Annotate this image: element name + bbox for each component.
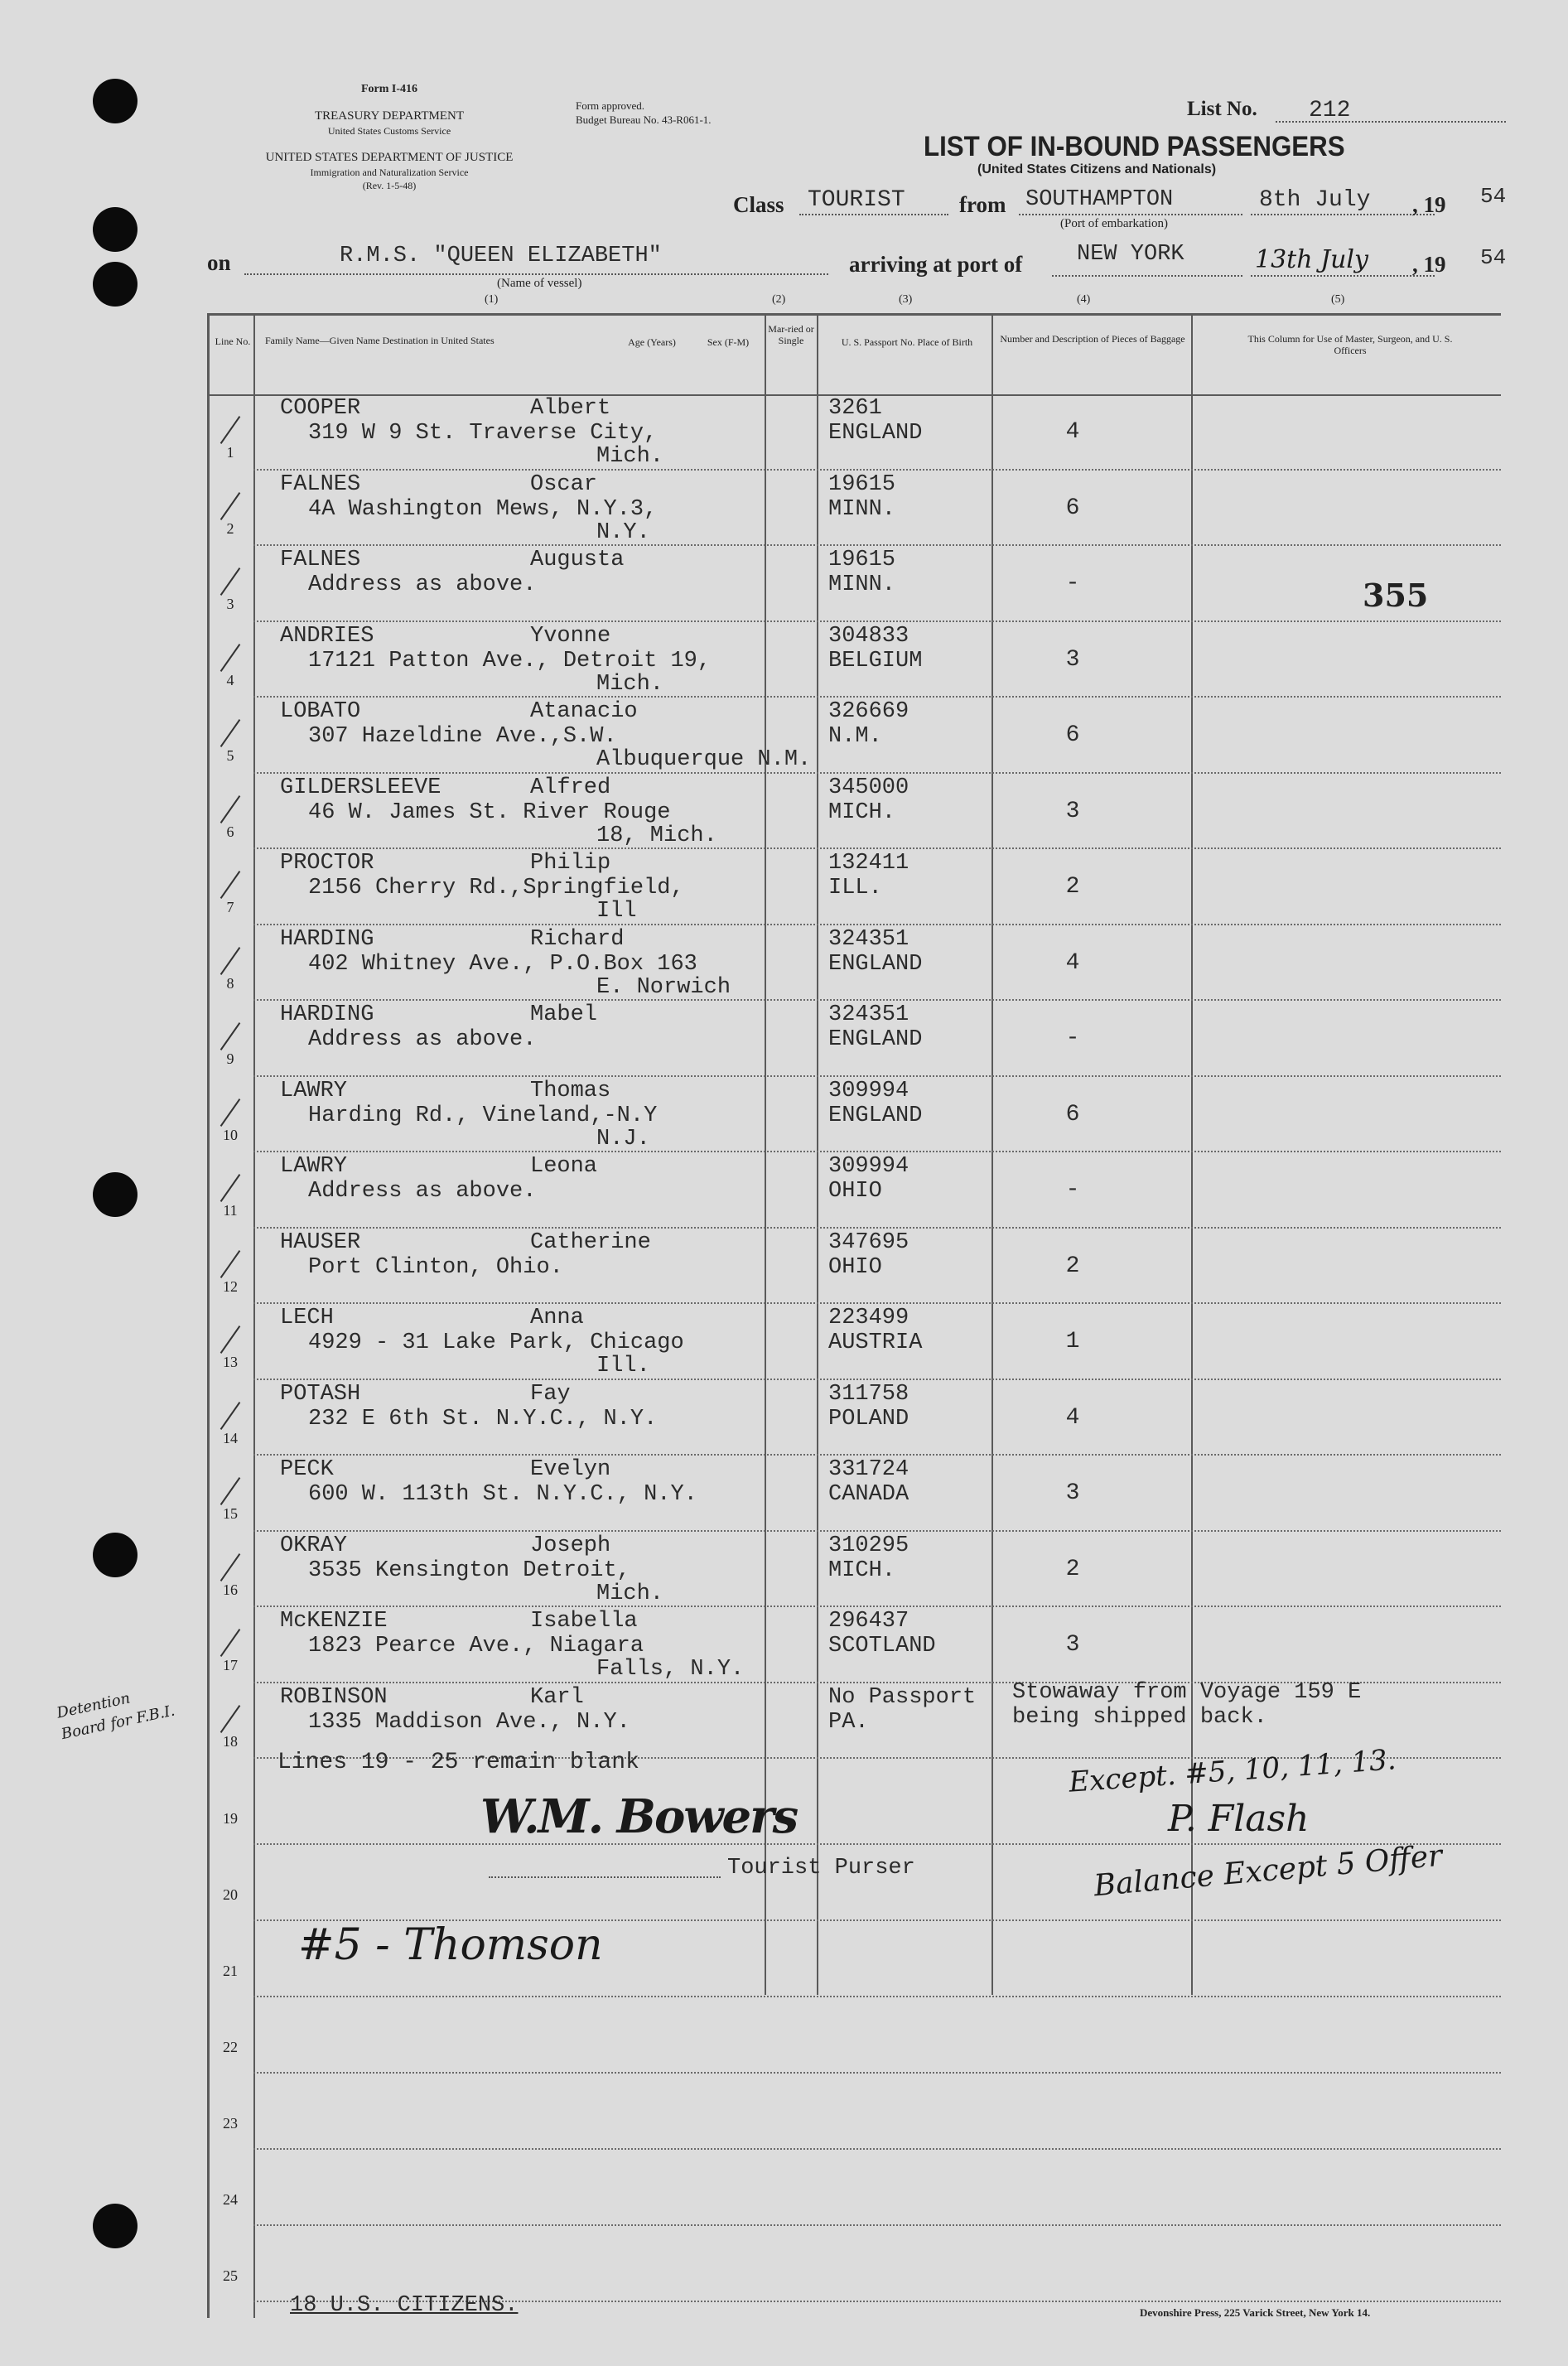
baggage-count: 3	[1065, 1632, 1080, 1658]
col-header-officers: This Column for Use of Master, Surgeon, and U. S. Officers	[1247, 333, 1453, 356]
col-header-passport: U. S. Passport No. Place of Birth	[841, 336, 973, 348]
from-label: from	[959, 192, 1006, 217]
given-name: Anna	[530, 1306, 584, 1330]
list-no-line	[1276, 121, 1506, 123]
arrival-date-line	[1251, 275, 1435, 277]
line-number: 19	[223, 1810, 238, 1827]
vessel-caption: (Name of vessel)	[497, 277, 582, 290]
row-divider	[253, 1454, 1501, 1456]
col-divider-name	[765, 313, 766, 1995]
purser-title: Tourist Purser	[727, 1856, 915, 1881]
destination-address: 4A Washington Mews, N.Y.3,	[308, 496, 658, 522]
check-mark	[220, 644, 241, 672]
purser-line	[489, 1876, 721, 1878]
line-number: 15	[223, 1505, 238, 1522]
destination-address: Harding Rd., Vineland,-N.Y	[308, 1103, 658, 1128]
place-of-birth: ENGLAND	[828, 421, 923, 446]
place-of-birth: ENGLAND	[828, 1103, 923, 1128]
row-divider	[253, 999, 1501, 1002]
family-name: PROCTOR	[280, 851, 374, 876]
depart-date: 8th July	[1259, 187, 1371, 213]
destination-address: 3535 Kensington Detroit,	[308, 1557, 630, 1583]
budget-bureau: Budget Bureau No. 43-R061-1.	[576, 113, 712, 126]
given-name: Atanacio	[530, 699, 638, 724]
family-name: POTASH	[280, 1381, 361, 1407]
destination-address: Port Clinton, Ohio.	[308, 1254, 563, 1280]
given-name: Richard	[530, 926, 625, 952]
document-title: LIST OF IN-BOUND PASSENGERS	[924, 131, 1345, 162]
destination-address: Address as above.	[308, 1027, 537, 1052]
destination-address: 2156 Cherry Rd.,Springfield,	[308, 876, 684, 901]
row-divider	[253, 1302, 1501, 1305]
officer-initials: P. Flash	[1168, 1798, 1310, 1840]
line-number: 7	[226, 899, 234, 915]
treasury-dept: TREASURY DEPARTMENT	[314, 109, 465, 123]
given-name: Evelyn	[530, 1457, 611, 1482]
line-number: 3	[226, 596, 234, 612]
list-no-value: 212	[1309, 98, 1351, 123]
place-of-birth: MINN.	[828, 572, 896, 597]
line-number: 8	[226, 974, 234, 992]
destination-address: 319 W 9 St. Traverse City,	[308, 421, 658, 446]
given-name: Yvonne	[530, 623, 611, 649]
given-name: Karl	[530, 1684, 584, 1710]
destination-address-2: N.J.	[596, 1126, 650, 1152]
baggage-count: 3	[1065, 646, 1080, 673]
col-divider-line	[253, 313, 255, 2318]
port-embarkation-caption: (Port of embarkation)	[1060, 217, 1168, 230]
destination-address: 46 W. James St. River Rouge	[308, 799, 671, 825]
arrival-year-prefix: , 19	[1412, 252, 1446, 277]
col-header-age: Age (Years)	[628, 336, 676, 348]
given-name: Catherine	[530, 1229, 651, 1255]
row-divider	[253, 2224, 1501, 2227]
passport-number: 311758	[828, 1381, 909, 1407]
place-of-birth: ILL.	[828, 876, 882, 901]
destination-address: 600 W. 113th St. N.Y.C., N.Y.	[308, 1482, 697, 1507]
check-mark	[220, 492, 241, 520]
check-mark	[220, 416, 241, 444]
from-value: SOUTHAMPTON	[1025, 187, 1174, 212]
punch-hole-5	[93, 1533, 138, 1577]
place-of-birth: POLAND	[828, 1406, 909, 1432]
family-name: LAWRY	[280, 1078, 348, 1103]
punch-hole-3	[93, 262, 138, 307]
family-name: HAUSER	[280, 1229, 361, 1255]
baggage-count: 6	[1065, 722, 1080, 748]
baggage-count: 4	[1065, 419, 1080, 445]
punch-hole-6	[93, 2204, 138, 2248]
row-divider	[253, 469, 1501, 471]
row-divider	[253, 1843, 1501, 1846]
row-divider	[253, 1075, 1501, 1078]
line-number: 18	[223, 1732, 238, 1750]
given-name: Philip	[530, 851, 611, 876]
row-divider	[253, 847, 1501, 850]
check-mark	[220, 795, 241, 823]
col-divider-baggage	[1191, 313, 1193, 1995]
destination-address: 232 E 6th St. N.Y.C., N.Y.	[308, 1406, 658, 1432]
punch-hole-4	[93, 1172, 138, 1217]
place-of-birth: ENGLAND	[828, 951, 923, 977]
line-number: 23	[223, 2115, 238, 2132]
place-of-birth: AUSTRIA	[828, 1330, 923, 1355]
passport-number: 347695	[828, 1229, 909, 1255]
col-header-name: Family Name—Given Name Destination in United States	[265, 335, 495, 346]
place-of-birth: MINN.	[828, 496, 896, 522]
form-number: Form I-416	[360, 83, 418, 95]
destination-address: Address as above.	[308, 572, 537, 597]
family-name: LECH	[280, 1306, 334, 1330]
check-mark	[220, 1477, 241, 1505]
col-header-sex: Sex (F-M)	[707, 336, 750, 348]
place-of-birth: ENGLAND	[828, 1027, 923, 1052]
passport-number: 324351	[828, 926, 909, 952]
baggage-count: 2	[1065, 874, 1080, 900]
family-name: LOBATO	[280, 699, 361, 724]
check-mark	[220, 1174, 241, 1202]
destination-address-2: Mich.	[596, 1581, 664, 1606]
row-divider	[253, 696, 1501, 698]
col-header-married: Mar-ried or Single	[768, 323, 814, 346]
line-number: 22	[223, 2039, 238, 2055]
given-name: Augusta	[530, 548, 625, 572]
destination-address-2: Mich.	[596, 444, 664, 469]
arrival-port-line	[1052, 275, 1242, 277]
given-name: Mabel	[530, 1002, 598, 1027]
arrival-date: 13th July	[1255, 245, 1368, 274]
ins-service: Immigration and Naturalization Service	[310, 167, 469, 178]
printer-imprint: Devonshire Press, 225 Varick Street, New York 14.	[1140, 2306, 1371, 2319]
line-number: 10	[223, 1126, 238, 1143]
passport-number: 223499	[828, 1306, 909, 1330]
class-line	[799, 214, 948, 215]
line-number: 4	[226, 671, 234, 688]
col-num-3: (3)	[899, 293, 913, 306]
row-divider	[253, 1996, 1501, 1998]
form-approved: Form approved.	[576, 99, 645, 112]
passport-number: 309994	[828, 1078, 909, 1103]
family-name: McKENZIE	[280, 1609, 388, 1634]
line-number: 17	[223, 1657, 238, 1673]
col-num-1: (1)	[485, 293, 499, 306]
check-mark	[220, 1402, 241, 1430]
destination-address-2: E. Norwich	[596, 974, 731, 1000]
place-of-birth: N.M.	[828, 724, 882, 749]
destination-address: 1335 Maddison Ave., N.Y.	[308, 1709, 630, 1735]
destination-address-2: Mich.	[596, 671, 664, 697]
destination-address-2: 18, Mich.	[596, 823, 717, 848]
footer-count: 18 U.S. CITIZENS.	[290, 2293, 519, 2318]
given-name: Thomas	[530, 1078, 611, 1103]
baggage-count: 1	[1065, 1329, 1080, 1354]
check-mark	[220, 567, 241, 596]
passport-number: 324351	[828, 1002, 909, 1027]
stamp-number: 355	[1363, 577, 1429, 614]
place-of-birth: MICH.	[828, 799, 896, 825]
destination-address-2: N.Y.	[596, 519, 650, 545]
baggage-count: 6	[1065, 495, 1080, 521]
passport-number: 3261	[828, 396, 882, 421]
on-label: on	[207, 250, 231, 275]
check-mark	[220, 947, 241, 975]
destination-address-2: Albuquerque N.M.	[596, 747, 812, 772]
destination-address: 402 Whitney Ave., P.O.Box 163	[308, 951, 697, 977]
purser-signature: W.M. Bowers	[480, 1789, 798, 1844]
row-divider	[253, 620, 1501, 623]
passport-number: 304833	[828, 623, 909, 649]
row-divider	[253, 1151, 1501, 1153]
baggage-count: -	[1065, 571, 1080, 596]
passport-number: 309994	[828, 1154, 909, 1179]
destination-address-2: Ill	[596, 899, 637, 924]
destination-address-2: Falls, N.Y.	[596, 1657, 745, 1682]
family-name: ROBINSON	[280, 1684, 388, 1710]
col-num-4: (4)	[1077, 293, 1091, 306]
col-header-baggage: Number and Description of Pieces of Baggage	[1000, 333, 1185, 345]
depart-year: 54	[1480, 184, 1507, 209]
passport-number: No Passport	[828, 1684, 977, 1710]
passport-number: 326669	[828, 699, 909, 724]
destination-address-2: Ill.	[596, 1354, 650, 1379]
arriving-label: arriving at port of	[849, 252, 1023, 277]
check-mark	[220, 1629, 241, 1657]
row-divider	[253, 2072, 1501, 2074]
destination-address: 307 Hazeldine Ave.,S.W.	[308, 724, 617, 749]
place-of-birth: OHIO	[828, 1254, 882, 1280]
line-number: 12	[223, 1277, 238, 1295]
passport-number: 19615	[828, 471, 896, 497]
stowaway-note: Stowaway from Voyage 159 E	[1012, 1680, 1362, 1705]
destination-address: 1823 Pearce Ave., Niagara	[308, 1634, 644, 1659]
passport-number: 296437	[828, 1609, 909, 1634]
check-mark	[220, 1325, 241, 1354]
line-number: 20	[223, 1886, 238, 1903]
passport-number: 132411	[828, 851, 909, 876]
family-name: HARDING	[280, 926, 374, 952]
col-divider-married	[817, 313, 818, 1995]
place-of-birth: OHIO	[828, 1179, 882, 1204]
col-num-5: (5)	[1331, 293, 1345, 306]
destination-address: 4929 - 31 Lake Park, Chicago	[308, 1330, 684, 1355]
place-of-birth: SCOTLAND	[828, 1634, 936, 1659]
passport-number: 19615	[828, 548, 896, 572]
line-number: 16	[223, 1581, 238, 1598]
check-mark	[220, 1250, 241, 1278]
row-divider	[253, 1530, 1501, 1533]
baggage-count: 4	[1065, 949, 1080, 976]
family-name: GILDERSLEEVE	[280, 775, 441, 800]
baggage-count: 4	[1065, 1404, 1080, 1431]
line-number: 2	[226, 519, 234, 537]
punch-hole-1	[93, 79, 138, 123]
handwritten-line-21: #5 - Thomson	[298, 1920, 603, 1970]
depart-year-prefix: , 19	[1412, 192, 1446, 217]
justice-dept: UNITED STATES DEPARTMENT OF JUSTICE	[265, 151, 514, 164]
family-name: PECK	[280, 1457, 334, 1482]
from-line	[1019, 214, 1242, 215]
family-name: FALNES	[280, 471, 361, 497]
family-name: COOPER	[280, 396, 361, 421]
arrival-year: 54	[1480, 245, 1507, 270]
check-mark	[220, 1022, 241, 1050]
class-label: Class	[733, 192, 784, 217]
row-divider	[253, 772, 1501, 775]
check-mark	[220, 1098, 241, 1127]
row-divider	[253, 1227, 1501, 1229]
punch-hole-2	[93, 207, 138, 252]
class-value: TOURIST	[808, 187, 905, 213]
line-number: 24	[223, 2191, 238, 2208]
balance-note: Balance Except 5 Offer	[1093, 1838, 1444, 1904]
row-divider	[253, 1606, 1501, 1608]
line-number: 13	[223, 1354, 238, 1370]
table-left-border	[207, 313, 210, 2318]
family-name: FALNES	[280, 548, 361, 572]
customs-service: United States Customs Service	[327, 125, 451, 137]
given-name: Joseph	[530, 1533, 611, 1558]
line-number: 1	[226, 444, 234, 461]
family-name: HARDING	[280, 1002, 374, 1027]
row-divider	[253, 1379, 1501, 1381]
line-number: 21	[223, 1963, 238, 1979]
line-number: 11	[223, 1202, 238, 1219]
destination-address: Address as above.	[308, 1179, 537, 1204]
depart-date-line	[1251, 214, 1435, 215]
family-name: LAWRY	[280, 1154, 348, 1179]
col-header-line-no: Line No.	[215, 336, 251, 347]
baggage-count: 3	[1065, 1480, 1080, 1506]
table-top-border	[207, 313, 1501, 316]
col-num-2: (2)	[772, 293, 786, 306]
check-mark	[220, 1705, 241, 1733]
passport-number: 331724	[828, 1457, 909, 1482]
line-number: 5	[226, 747, 234, 764]
given-name: Alfred	[530, 775, 611, 800]
except-note: Except. #5, 10, 11, 13.	[1068, 1743, 1397, 1799]
baggage-count: 2	[1065, 1556, 1080, 1582]
family-name: ANDRIES	[280, 623, 374, 649]
check-mark	[220, 871, 241, 899]
vessel-name: R.M.S. "QUEEN ELIZABETH"	[340, 244, 662, 268]
baggage-count: 3	[1065, 798, 1080, 824]
col-divider-passport	[991, 313, 993, 1995]
blank-lines-note: Lines 19 - 25 remain blank	[277, 1750, 639, 1775]
stowaway-note-2: being shipped back.	[1012, 1705, 1267, 1730]
baggage-count: -	[1065, 1026, 1080, 1051]
place-of-birth: BELGIUM	[828, 648, 923, 674]
baggage-count: 6	[1065, 1101, 1080, 1127]
given-name: Fay	[530, 1381, 571, 1407]
given-name: Oscar	[530, 471, 598, 497]
line-number: 14	[223, 1429, 238, 1446]
row-divider	[253, 2148, 1501, 2151]
arrival-port: NEW YORK	[1077, 242, 1184, 267]
place-of-birth: PA.	[828, 1709, 869, 1735]
document-subtitle: (United States Citizens and Nationals)	[977, 162, 1217, 176]
line-number: 6	[226, 823, 234, 840]
destination-address: 17121 Patton Ave., Detroit 19,	[308, 648, 712, 674]
row-divider	[253, 544, 1501, 547]
vessel-line	[244, 273, 828, 275]
line-number: 9	[226, 1050, 234, 1067]
margin-note: Detention Board for F.B.I.	[55, 1689, 177, 1744]
baggage-count: 2	[1065, 1253, 1080, 1279]
given-name: Leona	[530, 1154, 598, 1179]
place-of-birth: MICH.	[828, 1557, 896, 1583]
place-of-birth: CANADA	[828, 1482, 909, 1507]
line-number: 25	[223, 2267, 238, 2284]
list-no-label: List No.	[1187, 98, 1257, 120]
family-name: OKRAY	[280, 1533, 348, 1558]
given-name: Isabella	[530, 1609, 638, 1634]
revision: (Rev. 1-5-48)	[362, 180, 417, 191]
passport-number: 345000	[828, 775, 909, 800]
passport-number: 310295	[828, 1533, 909, 1558]
row-divider	[253, 924, 1501, 926]
check-mark	[220, 719, 241, 747]
check-mark	[220, 1553, 241, 1581]
given-name: Albert	[530, 396, 611, 421]
baggage-count: -	[1065, 1177, 1080, 1203]
